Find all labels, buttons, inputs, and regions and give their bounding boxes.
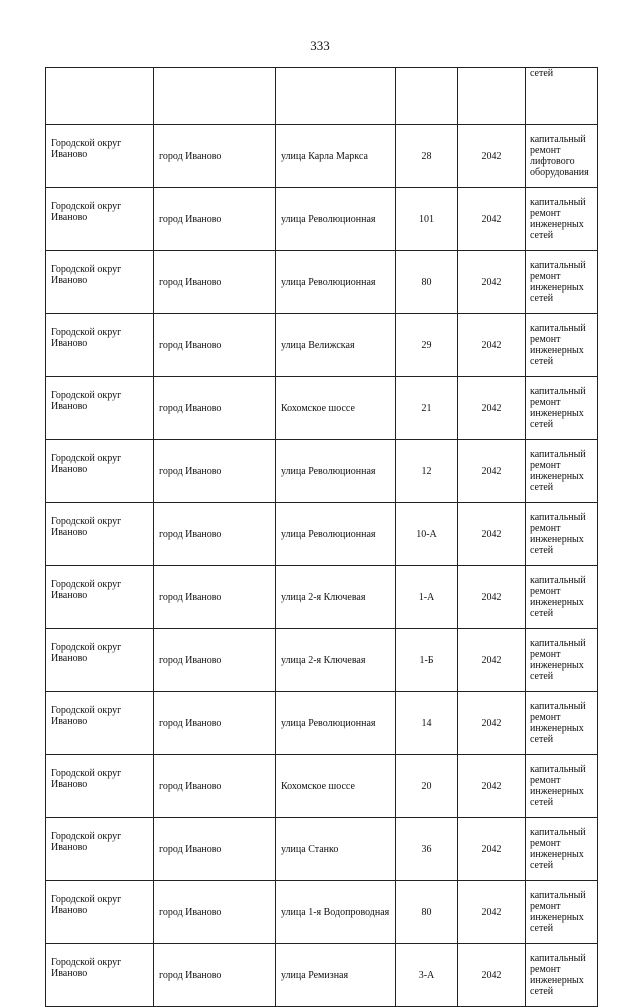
registry-table-body: [46, 68, 598, 1007]
cell-work-text: капитальный ремонт инженерных сетей: [530, 701, 586, 745]
cell-city: город Иваново: [154, 881, 276, 944]
cell-street: улица Революционная: [276, 251, 396, 314]
cell-city: город Иваново: [154, 566, 276, 629]
cell-city: город Иваново: [154, 377, 276, 440]
cell-okrug: Городской округ Иваново: [46, 944, 154, 1007]
cell-okrug: Городской округ Иваново: [46, 377, 154, 440]
table-row: [46, 125, 598, 188]
cell-year: 2042: [458, 818, 526, 881]
cell-okrug: Городской округ Иваново: [46, 251, 154, 314]
cell-work: [526, 755, 598, 818]
cell-okrug: Городской округ Иваново: [46, 818, 154, 881]
cell-work: [526, 314, 598, 377]
cell-street: улица 1-я Водопроводная: [276, 881, 396, 944]
cell-year: 2042: [458, 566, 526, 629]
page-number: 333: [310, 38, 330, 53]
table-row: [46, 440, 598, 503]
cell-work: [526, 692, 598, 755]
cell-okrug: Городской округ Иваново: [46, 125, 154, 188]
cell-okrug: Городской округ Иваново: [46, 629, 154, 692]
cell-house: 80: [396, 251, 458, 314]
cell-house: 20: [396, 755, 458, 818]
cell-street: улица 2-я Ключевая: [276, 629, 396, 692]
cell-work: [526, 251, 598, 314]
cell-work-text: капитальный ремонт инженерных сетей: [530, 386, 586, 430]
table-row: [46, 377, 598, 440]
cell-house: 10-А: [396, 503, 458, 566]
cell-street: улица Революционная: [276, 188, 396, 251]
cell-work: [526, 440, 598, 503]
cell-work-text: капитальный ремонт инженерных сетей: [530, 197, 586, 241]
cell-work: [526, 68, 598, 125]
cell-year: 2042: [458, 314, 526, 377]
cell-house: 1-Б: [396, 629, 458, 692]
cell-work-text: сетей: [530, 68, 554, 79]
cell-city: город Иваново: [154, 629, 276, 692]
cell-house: 1-А: [396, 566, 458, 629]
cell-work-text: капитальный ремонт инженерных сетей: [530, 260, 586, 304]
cell-city: город Иваново: [154, 503, 276, 566]
cell-street: улица Карла Маркса: [276, 125, 396, 188]
table-row: [46, 818, 598, 881]
cell-house: 101: [396, 188, 458, 251]
table-row: [46, 188, 598, 251]
table-row: [46, 944, 598, 1007]
cell-okrug: Городской округ Иваново: [46, 188, 154, 251]
cell-city: город Иваново: [154, 188, 276, 251]
cell-street: Кохомское шоссе: [276, 377, 396, 440]
cell-year: 2042: [458, 944, 526, 1007]
cell-city: город Иваново: [154, 692, 276, 755]
cell-street: Кохомское шоссе: [276, 755, 396, 818]
cell-work-text: капитальный ремонт лифтового оборудования: [530, 134, 589, 178]
table-row: [46, 251, 598, 314]
cell-house: 21: [396, 377, 458, 440]
cell-work: [526, 503, 598, 566]
cell-year: 2042: [458, 755, 526, 818]
table-row: [46, 692, 598, 755]
cell-work-text: капитальный ремонт инженерных сетей: [530, 890, 586, 934]
cell-city: город Иваново: [154, 251, 276, 314]
cell-street: улица Станко: [276, 818, 396, 881]
cell-work-text: капитальный ремонт инженерных сетей: [530, 575, 586, 619]
cell-work: [526, 881, 598, 944]
cell-street: улица Революционная: [276, 440, 396, 503]
cell-work-text: капитальный ремонт инженерных сетей: [530, 449, 586, 493]
table-row: [46, 629, 598, 692]
cell-city: [154, 68, 276, 125]
cell-street: улица 2-я Ключевая: [276, 566, 396, 629]
cell-street: улица Ремизная: [276, 944, 396, 1007]
cell-year: 2042: [458, 692, 526, 755]
cell-work: [526, 125, 598, 188]
table-row: [46, 755, 598, 818]
cell-street: улица Велижская: [276, 314, 396, 377]
cell-year: 2042: [458, 503, 526, 566]
table-row: [46, 314, 598, 377]
cell-okrug: Городской округ Иваново: [46, 881, 154, 944]
table-row: [46, 881, 598, 944]
cell-year: 2042: [458, 188, 526, 251]
cell-year: [458, 68, 526, 125]
cell-okrug: Городской округ Иваново: [46, 440, 154, 503]
cell-city: город Иваново: [154, 818, 276, 881]
cell-year: 2042: [458, 125, 526, 188]
cell-house: 36: [396, 818, 458, 881]
table-row: [46, 566, 598, 629]
cell-house: 3-А: [396, 944, 458, 1007]
cell-okrug: [46, 68, 154, 125]
cell-house: [396, 68, 458, 125]
cell-city: город Иваново: [154, 125, 276, 188]
cell-house: 28: [396, 125, 458, 188]
cell-year: 2042: [458, 251, 526, 314]
cell-city: город Иваново: [154, 440, 276, 503]
cell-work: [526, 566, 598, 629]
cell-okrug: Городской округ Иваново: [46, 692, 154, 755]
cell-year: 2042: [458, 881, 526, 944]
cell-work: [526, 188, 598, 251]
cell-year: 2042: [458, 377, 526, 440]
cell-work-text: капитальный ремонт инженерных сетей: [530, 323, 586, 367]
registry-table: [45, 67, 598, 1007]
table-row: [46, 503, 598, 566]
cell-work-text: капитальный ремонт инженерных сетей: [530, 764, 586, 808]
cell-work: [526, 818, 598, 881]
cell-work: [526, 629, 598, 692]
cell-city: город Иваново: [154, 755, 276, 818]
cell-city: город Иваново: [154, 314, 276, 377]
cell-work-text: капитальный ремонт инженерных сетей: [530, 953, 586, 997]
cell-work: [526, 377, 598, 440]
cell-okrug: Городской округ Иваново: [46, 566, 154, 629]
cell-street: [276, 68, 396, 125]
cell-year: 2042: [458, 629, 526, 692]
cell-house: 29: [396, 314, 458, 377]
cell-work: [526, 944, 598, 1007]
cell-house: 80: [396, 881, 458, 944]
table-row-continuation: [46, 68, 598, 125]
cell-work-text: капитальный ремонт инженерных сетей: [530, 512, 586, 556]
cell-street: улица Революционная: [276, 503, 396, 566]
cell-street: улица Революционная: [276, 692, 396, 755]
cell-year: 2042: [458, 440, 526, 503]
cell-okrug: Городской округ Иваново: [46, 755, 154, 818]
cell-house: 14: [396, 692, 458, 755]
cell-city: город Иваново: [154, 944, 276, 1007]
cell-okrug: Городской округ Иваново: [46, 314, 154, 377]
cell-okrug: Городской округ Иваново: [46, 503, 154, 566]
cell-house: 12: [396, 440, 458, 503]
cell-work-text: капитальный ремонт инженерных сетей: [530, 827, 586, 871]
cell-work-text: капитальный ремонт инженерных сетей: [530, 638, 586, 682]
